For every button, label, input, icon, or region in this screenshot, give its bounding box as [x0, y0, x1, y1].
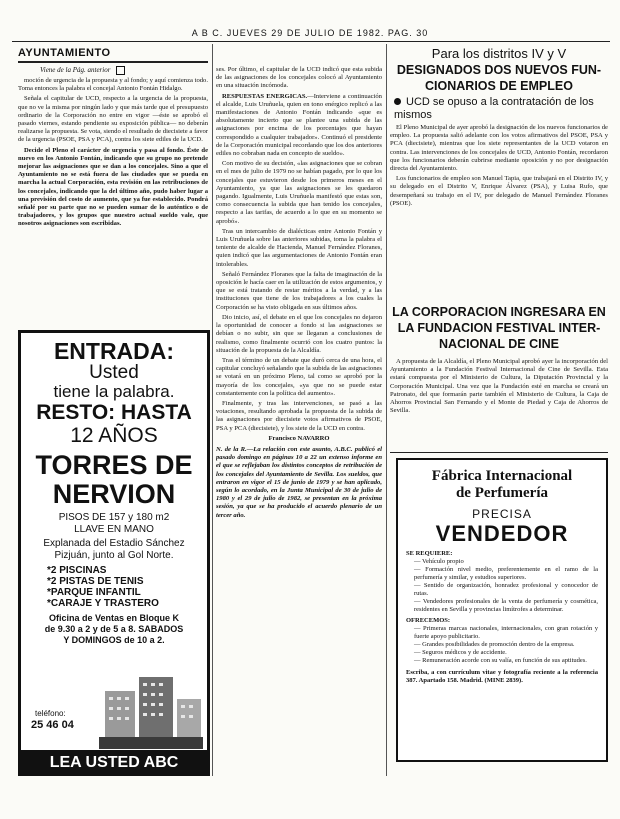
headline-festival-line: NACIONAL DE CINE — [439, 337, 559, 351]
continued-box-icon — [116, 66, 125, 75]
bullet-text: UCD se opuso a la contratación de los mismos — [394, 96, 594, 121]
bullet-icon — [394, 98, 401, 105]
continued-note — [40, 66, 125, 75]
ad-office-2: de 9.30 a 2 y de 5 a 8. SABADOS — [44, 624, 184, 634]
right-article-1 — [390, 124, 608, 296]
ad2-requirement: — Sentido de organización, honradez profesional y conocedor de rutas. — [414, 582, 598, 597]
ad-phone-label: teléfono: — [35, 709, 66, 718]
right-paragraph-3: A propuesta de la Alcaldía, el Pleno Municipal aprobó ayer la incorporación del Ayuntamiento a la Fundación Festival Internacional de Cine de Sevilla. Esta estará compuesta por el Ministerio de Cultura, la Diputación Provincial y la Corporación Municipal. Una vez que la Fundación esté en marcha se creará un Patronato, del que formarán parte también el Ministerio de Cultura, la Caja de Ahorros Provincial San Fernando y el Monte de Piedad y Caja de Ahorros de Sevilla. — [390, 358, 608, 415]
headline-empleo-line: DESIGNADOS DOS NUEVOS FUN- — [396, 63, 602, 77]
middle-paragraph-1 — [216, 93, 382, 159]
middle-subhead: RESPUESTAS ENERGICAS. — [222, 92, 308, 100]
ad-feature: *2 PISCINAS — [47, 565, 107, 576]
left-paragraph-1: moción de urgencia de la propuesta y al fondo; y aquí comienza todo. Toma entonces la palabra el concejal Antonio Fontán Hidalgo. — [18, 77, 208, 93]
middle-paragraph-5: Dio inicio, así, el debate en el que los concejales no dejaron la oportunidad de conocer a fondo si las asignaciones se debían o no subir, sin que se llegaran a conclusiones de realismo, como finalmente ocurrió con los cuatro puntos: la situación de la propuesta de la Alcaldía. — [216, 313, 382, 354]
middle-nota: N. de la R.—La relación con este asunto, A.B.C. publicó el pasado domingo en páginas 10 a 22 un extenso informe en el que se reflejaban los distintos conceptos de retribución de los concejales del Ayuntamiento de Sevilla. Los sueldos, que entraron en vigor el 15 de junio de 1979 y se han aplicado, según lo acordado, en la Junta Municipal de 30 de julio de 1980 y el 29 de julio de 1982, se presentan en la próxima sesión, ya que se ha producido el acuerdo plenario de un tercer año. — [216, 445, 382, 519]
left-paragraph-2: Señala el capitular de UCD, respecto a la urgencia de la propuesta, que no ve la misma por ningún lado y que más tarde que el presupuesto ordinario de la Corporación no entre en vigor —éste se aprobó el pasado viernes, estando pendiente su exposición pública— no deberán realizarse la propuesta. Se vota, siendo el resultado de diecisiete a favor de la urgencia (PSOE, PSA y PCA), contra los siete ediles de la UCD. — [18, 95, 208, 144]
ad-resto-hasta: RESTO: HASTA — [36, 401, 192, 424]
section-title: AYUNTAMIENTO — [18, 47, 111, 59]
middle-paragraph-6: Tras el término de un debate que duró cerca de una hora, el capitular concluyó señalando que la subida de las asignaciones se votará en un próximo Pleno, tal como se aprobó por la mayoría de los concejales, «ya que no se puede estar constantemente con la política del aumento». — [216, 356, 382, 397]
right-paragraph-1: El Pleno Municipal de ayer aprobó la designación de los nuevos funcionarios de empleo. La propuesta salió adelante con los votos afirmativos del PSOE, PSA y PCA (diecisiete), mientras que los siete representantes de la UCD votaron en contra. Las intervenciones de los concejales de UCD, Antonio Fontán, recordaron que los funcionarios deberán cubrirse mediante oposición y no por designación directa del Ayuntamiento. — [390, 124, 608, 173]
ad-explanada: Explanada del Estadio Sánchez — [43, 538, 185, 549]
ad2-requirements — [414, 558, 598, 614]
column-divider-left — [212, 44, 213, 776]
ad2-offers — [414, 625, 598, 665]
middle-paragraph-1-text: —Interviene a continuación el alcalde, Luis Uruñuela, quien en tono enérgico replicó a las manifestaciones de Antonio Fontán indicando «que es absolutamente incierto que se plantee una subida de las asignaciones por encima de los porcentajes que hayan correspondido a cualquier trabajador». Continuó el presidente de la Corporación municipal recordando que los dos anteriores ediles no cobraban nada en concepto de sueldo». — [216, 92, 382, 158]
right-paragraph-2: Los funcionarios de empleo son Manuel Tapia, que trabajará en el Distrito IV, y su delegado en el Distrito V, Enrique Álvarez (PSA), y Luisa Rufo, que desempeñará su trabajo en el IV, por delegado de Manuel Fernández Floranes (PSOE). — [390, 175, 608, 207]
ad2-footer: Escriba, a con currículum vitae y fotografía reciente a la referencia 387. Apartado 158. Madrid. (MINE 2839). — [406, 669, 598, 684]
middle-paragraph-2: Con motivo de su decisión, «las asignaciones que se cobran en el mes de julio de 1979 no se habían pagado, por lo que los concejales que estuvieron desde los primeros meses en el Ayuntamiento, ya que las asignaciones se les quedaron pagando. Igualmente, Luis Uruñuela manifestó que estas son, como consecuencia la subida que han tenido los concejales, respecto a las tarifas, de acuerdo a lo que en su momento se aprobó». — [216, 160, 382, 225]
right-rule — [390, 452, 608, 453]
ad-gol-norte: Pizjuán, junto al Gol Norte. — [54, 550, 174, 561]
ad-feature: *2 PISTAS DE TENIS — [47, 576, 144, 587]
headline-festival-line: LA FUNDACION FESTIVAL INTER- — [397, 321, 601, 335]
ad-usted: Usted — [89, 362, 139, 383]
lea-usted-abc-banner: LEA USTED ABC — [18, 750, 210, 776]
ad2-precisa: PRECISA — [472, 507, 532, 521]
perfumeria-ad — [396, 458, 608, 762]
middle-article — [216, 66, 382, 776]
ad2-offer: — Grandes posibilidades de promoción dentro de la empresa. — [414, 641, 575, 648]
ad2-vendedor: VENDEDOR — [435, 521, 569, 546]
ad2-offer: — Seguros médicos y de accidente. — [414, 649, 507, 656]
left-paragraph-3: Decide el Pleno el carácter de urgencia y pasa al fondo. Éste de nuevo en los Antonio Fontán, indicando que su grupo no pretende mejorar las asignaciones que se dan a los concejales. Sino a que el Ayuntamiento no se está fuera de las ciudades que se pueda en marcha la actual Corporación, esta revisión en las retribuciones de los concejales, indicando que la del último año, pudo haber lugar a una previsión del costo de aumento, que ya fue establecido. Pondrá señalé por su parte que no se pueden sumar de lo auténtico o de trabajadores, y los grupos que nuestro actual sueldo vale, que nosotros asignaciones son escribidas. — [18, 146, 208, 228]
ad2-offer: — Primeras marcas nacionales, internacionales, con gran rotación y fuerte apoyo publicitario. — [414, 625, 598, 640]
column-divider-right — [386, 44, 387, 776]
page-header: A B C. JUEVES 29 DE JULIO DE 1982. PAG. 30 — [191, 28, 429, 38]
headline-festival — [390, 304, 608, 352]
ad-features — [47, 565, 207, 609]
ad-tiene-palabra: tiene la palabra. — [53, 382, 175, 401]
ad-entrada: ENTRADA: — [53, 338, 175, 364]
ad-12-anos: 12 AÑOS — [70, 424, 158, 447]
ad-nervion: NERVION — [52, 479, 176, 509]
middle-paragraph-0: ses. Por último, el capitular de la UCD indicó que esta subida de las asignaciones de los concejales colocó al Ayuntamiento en una situación incómoda. — [216, 66, 382, 90]
ad2-offer: — Remuneración acorde con su valía, en función de sus aptitudes. — [414, 657, 587, 664]
middle-signature: Francisco NAVARRO — [268, 434, 330, 442]
right-article-2 — [390, 358, 608, 446]
middle-paragraph-7: Finalmente, y tras las intervenciones, se pasó a las votaciones, resultando aprobada la propuesta de la subida de las asignaciones por diecisiete votos afirmativos de PSOE, PSA y PCA (diecisiete), y los siete de la UCD en contra. — [216, 399, 382, 432]
building-illustration — [99, 671, 203, 749]
torres-nervion-ad — [18, 330, 210, 756]
bullet-ucd — [394, 96, 608, 122]
ad-feature: *CARAJE Y TRASTERO — [47, 598, 159, 609]
ad-feature: *PARQUE INFANTIL — [47, 587, 141, 598]
headline-empleo — [390, 46, 608, 94]
middle-paragraph-3: Tras un intercambio de dialécticas entre Antonio Fontán y Luis Uruñuela sobre las anteriores subidas, toma la palabra el teniente de alcalde de Hacienda, Manuel Fernández Floranes, quien indicó que las argumentaciones de Antonio Fontán eran intolerables. — [216, 227, 382, 268]
middle-paragraph-4: Señaló Fernández Floranes que la falta de imaginación de la oposición le hacía caer en la utilización de estos argumentos, y que se está tratando de restar méritos a la verdad, y a las instituciones que tiene de los trabajadores a los cuales la Corporación se ha visto obligada en sus últimos años. — [216, 270, 382, 311]
ad2-requirement: — Vendedores profesionales de la venta de perfumería y cosmética, residentes en Sevilla y provincias limítrofes a determinar. — [414, 598, 598, 613]
continued-text: Viene de la Pág. anterior — [40, 66, 111, 75]
ad-phone: 25 46 04 — [31, 719, 74, 731]
ad-torres-de: TORRES DE — [35, 450, 193, 480]
ad-llave: LLAVE EN MANO — [74, 524, 154, 535]
header-rule — [12, 41, 610, 42]
ad2-title-1: Fábrica Internacional — [431, 468, 573, 484]
ad2-req-title: SE REQUIERE: — [406, 550, 453, 557]
ad-office-3: Y DOMINGOS de 10 a 2. — [63, 635, 165, 645]
ad2-title-2: de Perfumería — [455, 485, 549, 501]
headline-empleo-line: CIONARIOS DE EMPLEO — [425, 79, 573, 93]
ad2-requirement: — Formación nivel medio, preferentemente en el ramo de la perfumería y similar, y estudios superiores. — [414, 566, 598, 581]
ad-pisos: PISOS DE 157 y 180 m2 — [58, 512, 170, 523]
ad2-off-title: OFRECEMOS: — [406, 617, 451, 624]
ad2-requirement: — Vehículo propio — [414, 558, 464, 565]
section-rule — [18, 61, 208, 63]
headline-festival-line: LA CORPORACION INGRESARA EN — [392, 305, 606, 319]
left-article — [18, 77, 208, 321]
headline-empleo-line: Para los distritos IV y V — [431, 46, 567, 61]
ad-office-1: Oficina de Ventas en Bloque K — [48, 613, 180, 623]
